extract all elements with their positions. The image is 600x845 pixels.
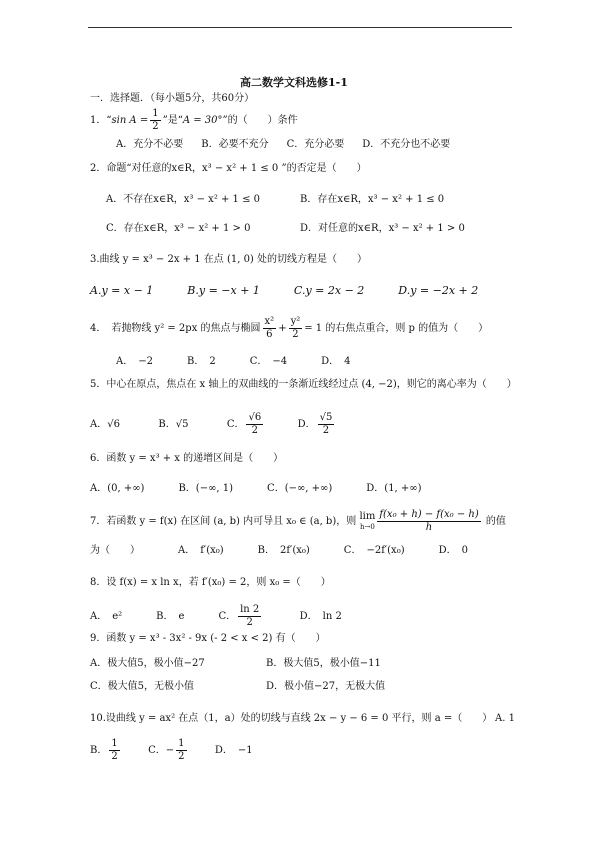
- q7-lim-sub: h→0: [359, 522, 375, 531]
- q7-option-c[interactable]: C． −2f′(x₀): [343, 545, 405, 556]
- q5-frac-c-num: √6: [248, 412, 262, 423]
- q6-option-b[interactable]: B．(−∞, 1): [178, 483, 234, 494]
- q8-frac-c-num: ln 2: [240, 604, 260, 615]
- q7-frac-den: h: [425, 522, 433, 533]
- q4-stem-a: 4． 若抛物线 y² = 2px 的焦点与椭圆: [90, 323, 261, 334]
- q10-options: [90, 736, 253, 766]
- q7-option-b[interactable]: B． 2f′(x₀): [257, 545, 310, 556]
- q3-option-a[interactable]: A.y = x − 1: [90, 284, 154, 297]
- q1-fraction: [150, 108, 160, 133]
- q5-label-b: B．: [158, 419, 176, 430]
- question-9: 9．函数 y = x³ - 3x² - 9x (- 2 < x < 2) 有（ ）: [90, 633, 326, 644]
- q1-mid: ”是“: [162, 115, 183, 126]
- q3-option-c[interactable]: C.y = 2x − 2: [293, 284, 365, 297]
- q8-option-a[interactable]: A． e²: [90, 611, 123, 622]
- q5-value-a: √6: [107, 419, 120, 430]
- q10-option-c[interactable]: [148, 738, 188, 762]
- question-4: [90, 316, 488, 342]
- q10-frac-c-num: 1: [178, 738, 185, 749]
- q10-option-b[interactable]: [90, 738, 122, 762]
- q9-option-d[interactable]: D．极小值−27，无极大值: [266, 681, 386, 692]
- q6-option-c[interactable]: C．(−∞, +∞): [267, 483, 333, 494]
- q1-suffix: ”的（ ）条件: [222, 115, 298, 126]
- q1-option-d[interactable]: D．不充分也不必要: [362, 139, 451, 150]
- q10-frac-c-den: 2: [178, 751, 185, 762]
- q5-value-b: √5: [175, 419, 189, 430]
- q4-option-a[interactable]: A． −2: [116, 356, 153, 367]
- q5-label-c: C．: [226, 419, 245, 430]
- q5-option-c[interactable]: [226, 412, 265, 436]
- q5-option-a[interactable]: [90, 419, 120, 430]
- q5-frac-d-den: 2: [322, 425, 330, 436]
- q1-prefix: 1．“: [90, 115, 112, 126]
- q8-label-c: C．: [218, 611, 237, 622]
- q1-frac-num: 1: [152, 108, 159, 119]
- q6-option-d[interactable]: D．(1, +∞): [366, 483, 422, 494]
- q10-frac-b-num: 1: [111, 738, 118, 749]
- q2-option-b[interactable]: B．存在x∈R，x³ − x² + 1 ≤ 0: [300, 194, 445, 205]
- q1-option-a[interactable]: A．充分不必要: [116, 139, 184, 150]
- q3-option-b[interactable]: B.y = −x + 1: [187, 284, 260, 297]
- question-8: 8．设 f(x) = x ln x，若 f′(x₀) = 2，则 x₀ =（ ）: [90, 577, 331, 588]
- q1-sin: sin A =: [111, 115, 149, 126]
- q3-options: [90, 284, 512, 298]
- question-7: [90, 508, 506, 536]
- q4-option-c[interactable]: C． −4: [249, 356, 288, 367]
- q2-option-c[interactable]: C．存在x∈R，x³ − x² + 1 > 0: [106, 223, 251, 234]
- q1-options: [116, 138, 468, 152]
- q10-label-c: C．−: [148, 745, 175, 756]
- q9-option-a[interactable]: A．极大值5，极小值−27: [90, 658, 205, 669]
- q7-fraction: [377, 509, 480, 534]
- q7-line2: 为（ ）: [90, 545, 140, 556]
- q1-frac-den: 2: [152, 121, 159, 132]
- q5-frac-c-den: 2: [251, 425, 259, 436]
- q4-stem-b: = 1 的右焦点重合，则 p 的值为（ ）: [304, 323, 489, 334]
- q7-option-a[interactable]: A． f′(x₀): [178, 545, 224, 556]
- q7-options: [90, 544, 502, 558]
- q3-option-d[interactable]: D.y = −2x + 2: [398, 284, 479, 297]
- q8-options: [90, 602, 342, 632]
- q6-options: [90, 482, 456, 496]
- q7-stem-b: 的值: [485, 516, 506, 527]
- q2-option-a[interactable]: A．不存在x∈R，x³ − x² + 1 ≤ 0: [106, 194, 261, 205]
- q4-frac2-num: y²: [290, 316, 301, 327]
- q5-option-b[interactable]: [158, 419, 188, 430]
- q1-angle: A = 30°: [182, 115, 223, 126]
- q5-label-d: D．: [297, 419, 316, 430]
- q10-option-d[interactable]: D． −1: [214, 745, 253, 756]
- q10-frac-b: [109, 738, 119, 763]
- question-6: 6．函数 y = x³ + x 的递增区间是（ ）: [90, 453, 284, 464]
- q7-lim-text: lim: [359, 510, 376, 522]
- q5-option-d[interactable]: [297, 412, 337, 436]
- q8-option-c[interactable]: [218, 604, 263, 628]
- q10-frac-b-den: 2: [111, 751, 118, 762]
- question-2: 2．命题“对任意的x∈R，x³ − x² + 1 ≤ 0 ”的否定是（ ）: [90, 163, 367, 174]
- q5-label-a: A．: [90, 419, 108, 430]
- question-3: 3.曲线 y = x³ − 2x + 1 在点 (1, 0) 处的切线方程是（ ）: [90, 254, 368, 265]
- question-1: [90, 108, 298, 134]
- question-10: 10.设曲线 y = ax² 在点（1，a）处的切线与直线 2x − y − 6 = 0 平行，则 a =（ ）: [90, 713, 493, 724]
- q10-label-b: B．: [90, 745, 108, 756]
- top-divider: [88, 27, 512, 28]
- q8-option-d[interactable]: D． ln 2: [299, 611, 342, 622]
- q5-frac-d-num: √5: [319, 412, 333, 423]
- q4-options: [116, 355, 384, 369]
- q5-frac-c: [246, 412, 263, 437]
- q2-option-d[interactable]: D．对任意的x∈R，x³ − x² + 1 > 0: [300, 223, 465, 234]
- q5-options: [90, 410, 336, 440]
- q4-frac1-num: x²: [264, 316, 275, 327]
- question-5: 5．中心在原点，焦点在 x 轴上的双曲线的一条渐近线经过点 (4, −2)，则它的离心率为（ ）: [90, 379, 517, 390]
- q7-limit: [359, 511, 375, 533]
- q1-option-c[interactable]: C．充分必要: [286, 139, 345, 150]
- q4-fraction-1: [263, 316, 277, 341]
- q7-option-d[interactable]: D． 0: [438, 545, 469, 556]
- q8-option-b[interactable]: B． e: [156, 611, 185, 622]
- q6-option-a[interactable]: A．(0, +∞): [90, 483, 145, 494]
- q10-frac-c: [176, 738, 186, 763]
- q8-frac-c-den: 2: [246, 617, 253, 628]
- section-header: 一．选择题．（每小题5分，共60分）: [90, 93, 255, 104]
- q9-option-c[interactable]: C．极大值5，无极小值: [90, 681, 195, 692]
- q4-option-b[interactable]: B． 2: [186, 356, 216, 367]
- q7-stem-a: 7．若函数 y = f(x) 在区间 (a, b) 内可导且 x₀ ∈ (a, b)，则: [90, 516, 357, 527]
- q9-option-b[interactable]: B．极大值5，极小值−11: [266, 658, 381, 669]
- q4-frac2-den: 2: [292, 329, 299, 340]
- page-title: 高二数学文科选修1-1: [240, 76, 348, 89]
- q4-fraction-2: [289, 316, 303, 341]
- q4-option-d[interactable]: D． 4: [321, 356, 351, 367]
- q1-option-b[interactable]: B．必要不充分: [201, 139, 269, 150]
- q10-option-a[interactable]: A. 1: [495, 713, 515, 724]
- q5-frac-d: [318, 412, 335, 437]
- q8-frac-c: [238, 604, 261, 629]
- q7-frac-num: f(x₀ + h) − f(x₀ − h): [379, 509, 479, 520]
- q4-plus: +: [278, 323, 287, 334]
- q4-frac1-den: 6: [266, 329, 273, 340]
